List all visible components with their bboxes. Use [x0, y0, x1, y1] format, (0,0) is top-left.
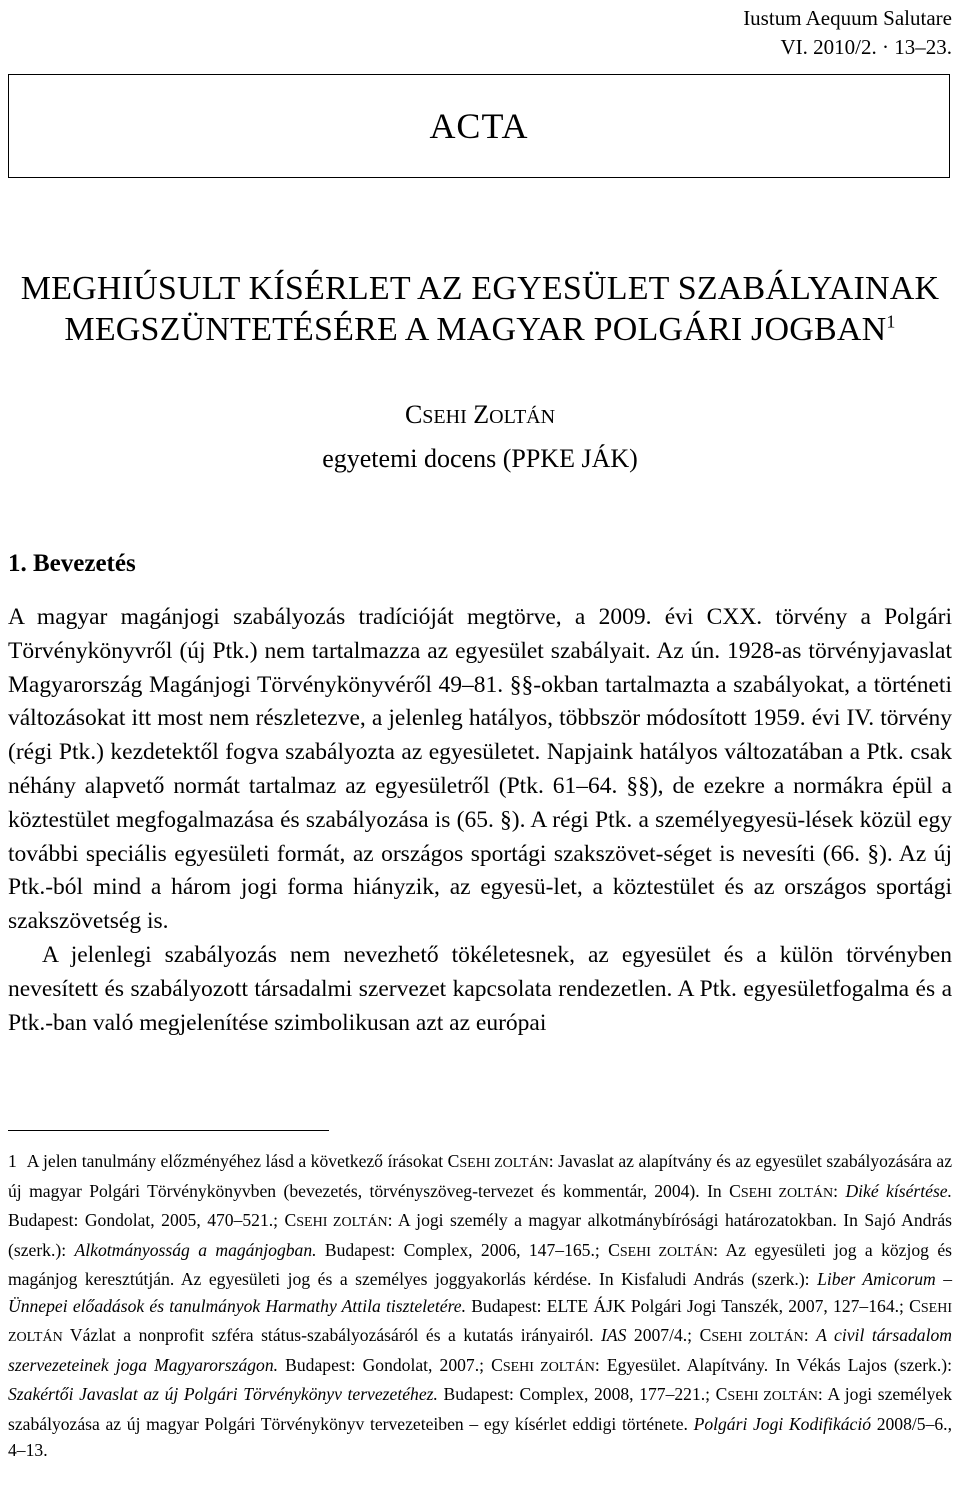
journal-header	[743, 4, 952, 62]
paragraph-1: A magyar magánjogi szabályozás tradícióját megtörve, a 2009. évi CXX. törvény a Polgári Törvénykönyvről (új Ptk.) nem tartalmazza az egyesület szabályait. Az ún. 1928-as törvényjavaslat Magyarország Magánjogi Törvénykönyvéről 49–81. §§-okban tartalmazta a szabályokat, a történeti változásokat itt most nem részletezve, a jelenleg hatályos, többször módosított 1959. évi IV. törvény (régi Ptk.) kezdetektől fogva szabályozta az egyesületet. Napjaink hatályos változatában a Ptk. csak néhány alapvető normát tartalmaz az egyesületről (Ptk. 61–64. §§), de ezekre a normákra épül a köztestület megfogalmazása és szabályozása is (65. §). A régi Ptk. a személyegyesü-lések közül egy további speciális egyesületi formát, az országos sportági szakszövet-séget is nevesíti (66. §). Az új Ptk.-ból mind a három jogi forma hiányzik, az egyesü-let, a köztestület és az országos sportági szakszövetség is.	[8, 604, 952, 935]
body-text	[8, 601, 952, 1040]
title-footnote-mark[interactable]: 1	[886, 311, 896, 332]
footnote: 1 A jelen tanulmány előzményéhez lásd a következő írásokat CSEHI ZOLTÁN: Javaslat az alapítvány és az egyesület szabályozására az új magyar Polgári Törvénykönyvben (bevezetés, törvényszöveg-tervezet és kommentár, 2004). In CSEHI ZOLTÁN: Diké kísértése. Budapest: Gondolat, 2005, 470–521.; CSEHI ZOLTÁN: A jogi személy a magyar alkotmánybírósági határozatokban. In Sajó András (szerk.): Alkotmányosság a magánjogban. Budapest: Complex, 2006, 147–165.; CSEHI ZOLTÁN: Az egyesületi jog a közjog és magánjog keresztútján. Az egyesületi jog és a személyes joggyakorlás kérdése. In Kisfaludi András (szerk.): Liber Amicorum – Ünnepei előadások és tanulmányok Harmathy Attila tiszteletére. Budapest: ELTE ÁJK Polgári Jogi Tanszék, 2007, 127–164.; CSEHI ZOLTÁN Vázlat a nonprofit szféra státus-szabályozásáról és a kutatás irányairól. IAS 2007/4.; CSEHI ZOLTÁN: A civil társadalom szervezeteinek joga Magyarországon. Budapest: Gondolat, 2007.; CSEHI ZOLTÁN: Egyesület. Alapítvány. In Vékás Lajos (szerk.): Szakértői Javaslat az új Polgári Törvénykönyv tervezetéhez. Budapest: Complex, 2008, 177–221.; CSEHI ZOLTÁN: A jogi személyek szabályozása az új magyar Polgári Törvénykönyv tervezeteiben – egy kísérlet eddigi története. Polgári Jogi Kodifikáció 2008/5–6., 4–13.	[8, 1151, 953, 1460]
article-title	[0, 268, 960, 350]
journal-volume: VI. 2010/2. · 13–23.	[780, 35, 952, 59]
title-line-2: MEGSZÜNTETÉSÉRE A MAGYAR POLGÁRI JOGBAN$^1$	[64, 311, 896, 348]
journal-name: Iustum Aequum Salutare	[743, 6, 952, 30]
section-heading: 1. Bevezetés	[8, 550, 136, 577]
section-label: ACTA	[429, 106, 529, 146]
section-label-box	[8, 74, 950, 178]
footnote-number: 1	[8, 1151, 17, 1171]
author-affiliation: egyetemi docens (PPKE JÁK)	[322, 444, 638, 473]
author-name: CSEHI ZOLTÁN	[404, 400, 556, 429]
footnote-separator	[8, 1130, 329, 1131]
author-block	[0, 394, 960, 480]
title-line-1: MEGHIÚSULT KÍSÉRLET AZ EGYESÜLET SZABÁLYAINAK	[20, 270, 940, 307]
paragraph-2: A jelenlegi szabályozás nem nevezhető tökéletesnek, az egyesület és a külön törvényben nevesített és szabályozott társadalmi szervezet kapcsolata rendezetlen. A Ptk. egyesületfogalma és a Ptk.-ban való megjelenítése szimbolikusan azt az európai	[8, 941, 952, 1036]
